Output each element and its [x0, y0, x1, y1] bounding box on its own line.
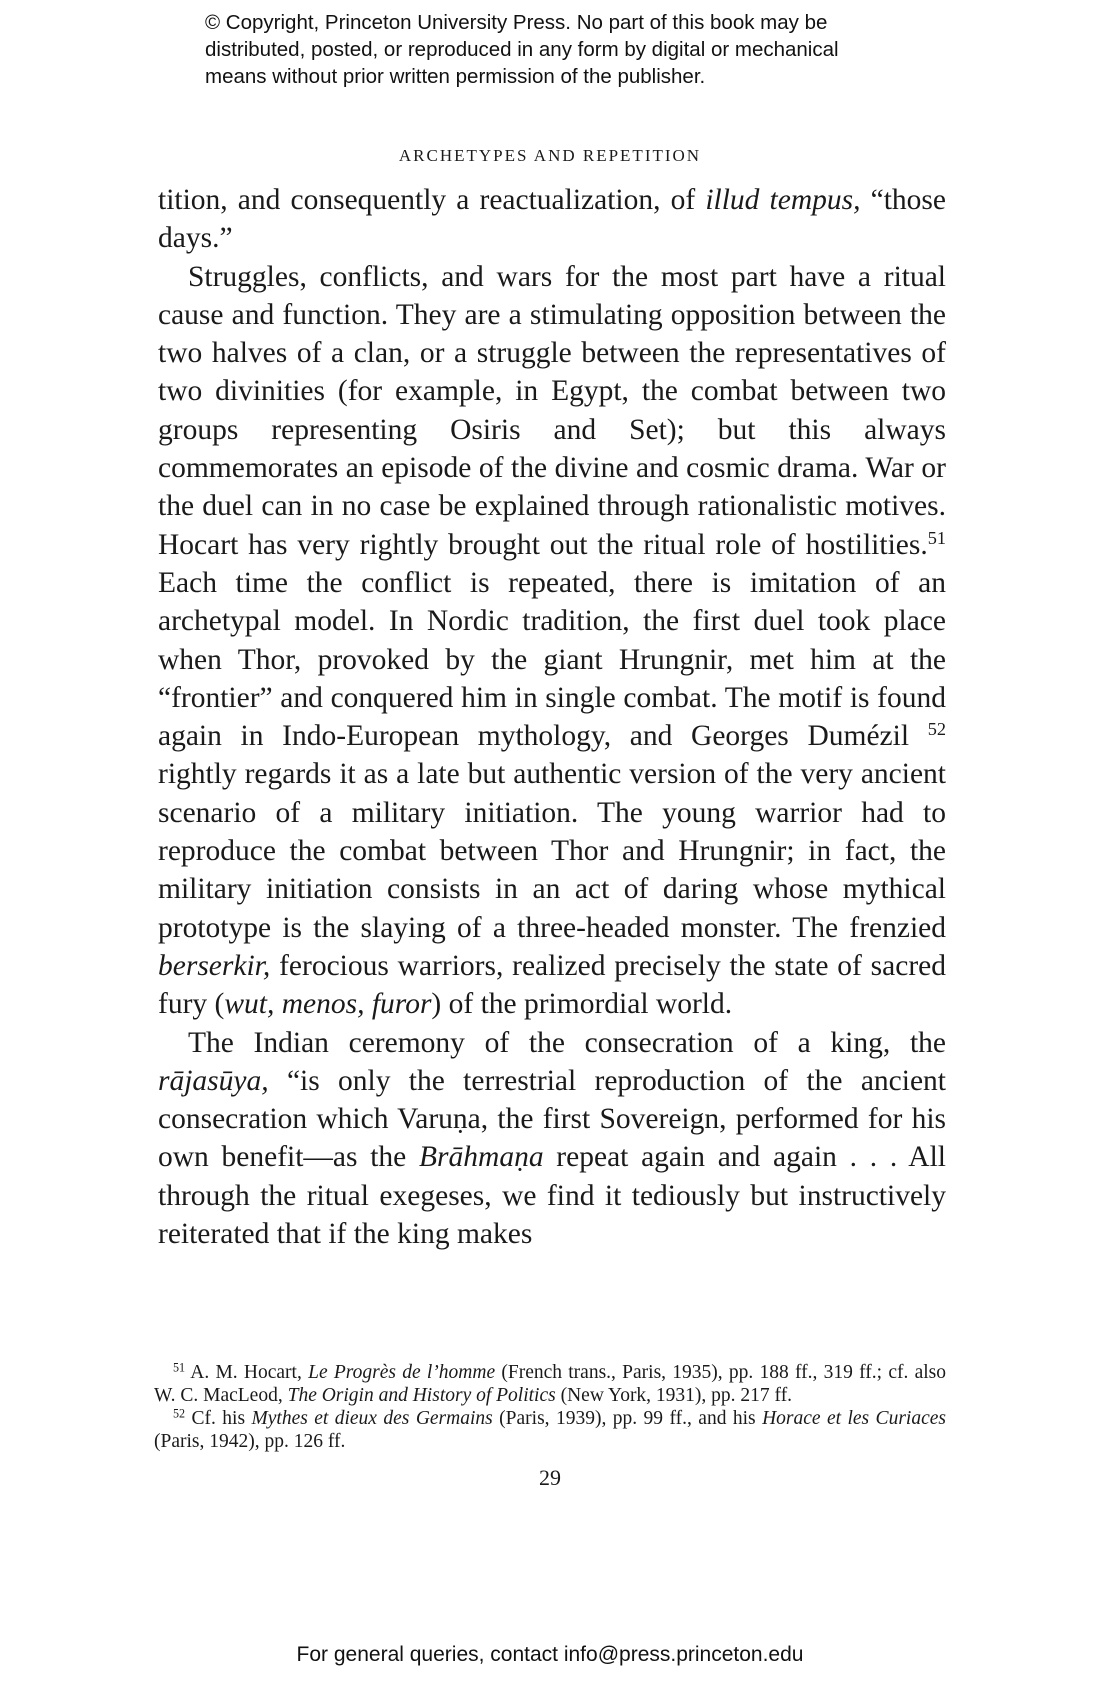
- contact-footer: For general queries, contact info@press.princeton.edu: [296, 1643, 804, 1666]
- copyright-line: means without prior written permission of the publisher.: [205, 65, 706, 88]
- footnotes: [154, 1361, 946, 1453]
- body-text: [158, 181, 946, 1253]
- footnote-ref-51: 51: [927, 527, 946, 548]
- copyright-line: distributed, posted, or reproduced in any form by digital or mechanical: [205, 38, 839, 61]
- footnote-51: $^{51}$ A. M. Hocart, Le Progrès de l’homme (French trans., Paris, 1935), pp. 188 ff., 319 ff.; cf. also W. C. MacLeod, The Origin and History of Politics (New York, 1931), pp. 217 ff.: [154, 1360, 947, 1406]
- copyright-line: © Copyright, Princeton University Press. No part of this book may be: [205, 11, 828, 34]
- footnote-52: $^{52}$ Cf. his Mythes et dieux des Germains (Paris, 1939), pp. 99 ff., and his Horace et les Curiaces (Paris, 1942), pp. 126 ff.: [154, 1406, 946, 1452]
- footnote-ref-52: 52: [927, 719, 946, 740]
- paragraph: Struggles, conflicts, and wars for the most part have a ritual cause and function. They are a stimulating opposition between the two halves of a clan, or a struggle between the representatives of two divinities (for example, in Egypt, the combat between two groups representing Osiris and Set); but this always commemorates an episode of the divine and cosmic drama. War or the duel can in no case be explained through rationalistic motives. Hocart has very rightly brought out the ritual role of hostilities.$^{51}$ Each time the conflict is repeated, there is imitation of an archetypal model. In Nordic tradition, the first duel took place when Thor, provoked by the giant Hrungnir, met him at the “frontier” and conquered him in single combat. The motif is found again in Indo-European mythology, and Georges Dumézil $^{52}$ rightly regards it as a late but authentic version of the very ancient scenario of a military initiation. The young warrior had to reproduce the combat between Thor and Hrungnir; in fact, the military initiation consists in an act of daring whose mythical prototype is the slaying of a three-headed monster. The frenzied berserkir, ferocious warriors, realized precisely the state of sacred fury (wut, menos, furor) of the primordial world.: [158, 260, 946, 1021]
- paragraph: tition, and consequently a reactualization, of illud tempus, “those days.”: [158, 184, 946, 255]
- copyright-notice: [205, 9, 965, 90]
- running-head: ARCHETYPES AND REPETITION: [398, 146, 702, 165]
- paragraph: The Indian ceremony of the consecration of a king, the rājasūya, “is only the terrestrial reproduction of the ancient consecration which Varuṇa, the first Sovereign, performed for his own benefit—as the Brāhmaṇa repeat again and again . . . All through the ritual exegeses, we find it tediously but instructively reiterated that if the king makes: [158, 1026, 946, 1251]
- page-number: 29: [539, 1465, 561, 1490]
